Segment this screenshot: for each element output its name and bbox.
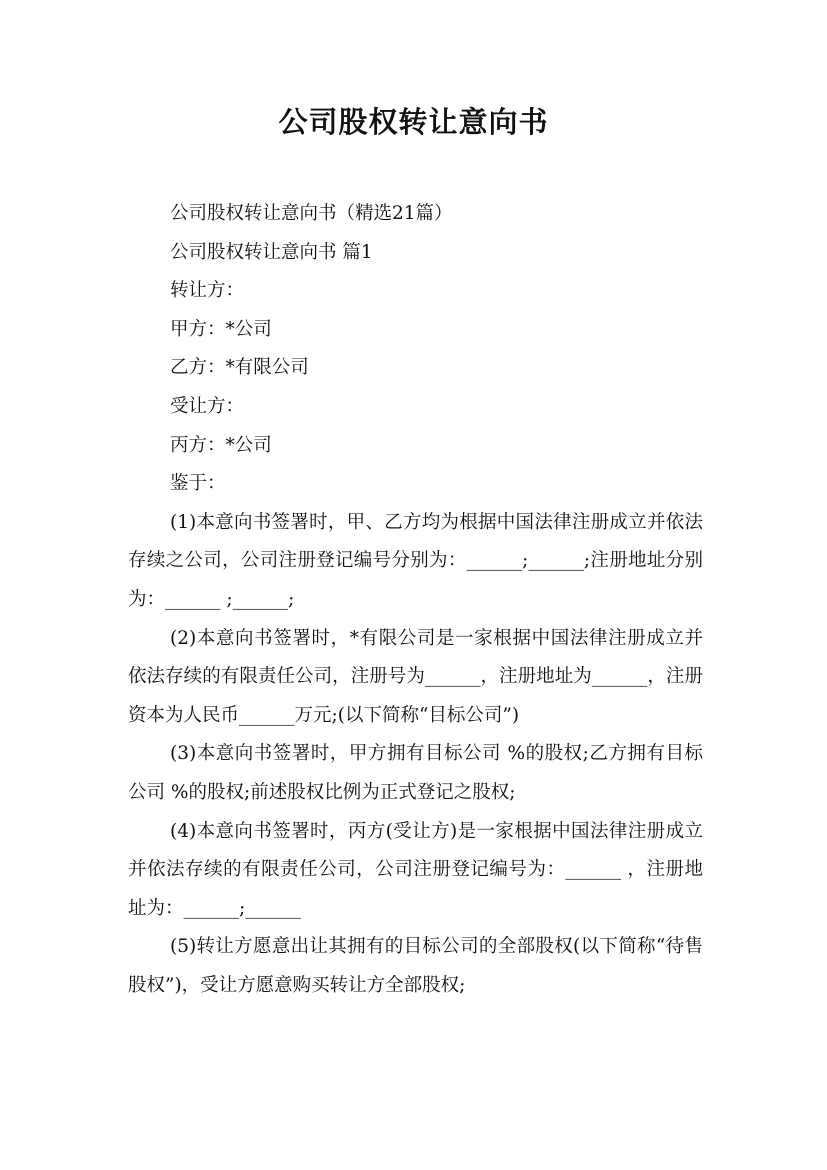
clause-1-paragraph: (1)本意向书签署时，甲、乙方均为根据中国法律注册成立并依法存续之公司，公司注册登记编号分别为：______;______;注册地址分别为：______ ;______;: [128, 511, 703, 610]
section-heading: 公司股权转让意向书 篇1: [170, 241, 373, 263]
subtitle-line: 公司股权转让意向书（精选21篇）: [170, 203, 453, 224]
document-body: [128, 195, 703, 1005]
party-b-line: 乙方：*有限公司: [170, 357, 309, 379]
clause-5-paragraph: (5)转让方愿意出让其拥有的目标公司的全部股权(以下简称“待售股权”)，受让方愿意购买转让方全部股权;: [128, 936, 703, 996]
whereas-label: 鉴于：: [170, 473, 226, 495]
party-c-line: 丙方：*公司: [170, 434, 272, 456]
transferor-label: 转让方：: [170, 280, 245, 302]
clause-3-paragraph: (3)本意向书签署时，甲方拥有目标公司 %的股权;乙方拥有目标公司 %的股权;前述股权比例为正式登记之股权;: [128, 743, 703, 803]
transferee-label: 受让方：: [170, 395, 245, 417]
clause-4-paragraph: (4)本意向书签署时，丙方(受让方)是一家根据中国法律注册成立并依法存续的有限责任公司，公司注册登记编号为：______ ，注册地址为：______;______: [128, 820, 703, 919]
document-title: 公司股权转让意向书: [278, 105, 549, 139]
clause-2-paragraph: (2)本意向书签署时，*有限公司是一家根据中国法律注册成立并依法存续的有限责任公司，注册号为______，注册地址为______，注册资本为人民币______万元;(以下简称“目标公司”): [128, 627, 703, 726]
party-a-line: 甲方：*公司: [170, 318, 272, 340]
